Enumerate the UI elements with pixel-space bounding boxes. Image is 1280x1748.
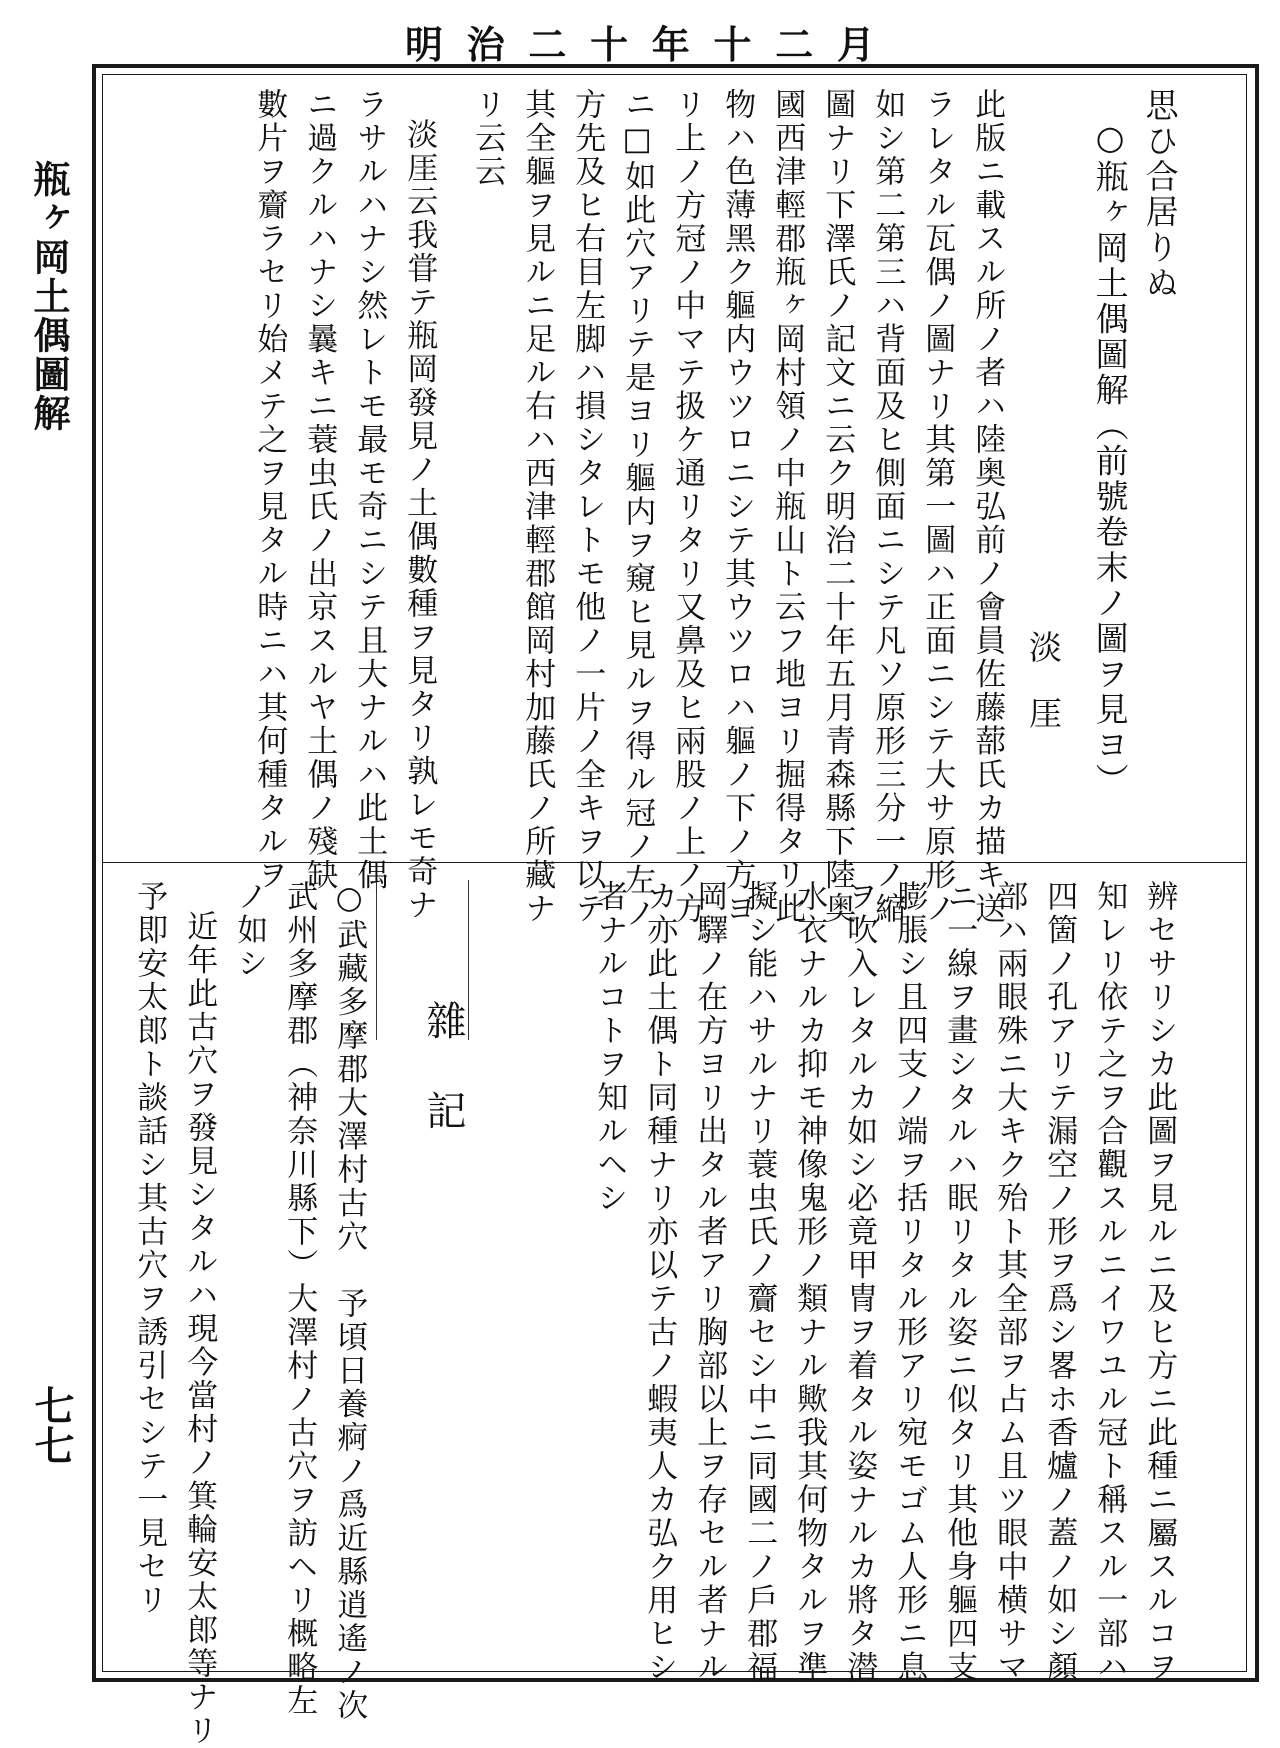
- author-name: 淡 厓: [1024, 630, 1063, 729]
- section-title: 雜記: [420, 1000, 466, 1180]
- text-column: ノ如シ: [231, 880, 268, 981]
- text-column: 思ひ合居りぬ: [1140, 88, 1180, 301]
- header-char: 十: [590, 22, 629, 67]
- text-column: 者ナルコトヲ知ルヘシ: [591, 880, 628, 1215]
- text-column: 如シ第二第三ハ背面及ヒ側面ニシテ凡ソ原形三分一ノ縮: [869, 88, 906, 926]
- text-column: 部ハ兩眼殊ニ大キク殆ト其全部ヲ占ム且ツ眼中横サマ: [991, 880, 1028, 1684]
- text-column: 方先及ヒ右目左脚ハ損シタレトモ他ノ一片ノ全キヲ以テ: [569, 88, 606, 926]
- header-char: 二: [775, 22, 814, 67]
- text-column: 膨脹シ且四支ノ端ヲ括リタル形アリ宛モゴム人形ニ息: [891, 880, 928, 1684]
- text-column: ニ□如此穴アリテ是ヨリ軀内ヲ窺ヒ見ルヲ得ル冠ノ左ノ: [619, 88, 656, 931]
- text-column: 物ハ色薄黑ク軀内ウツロニシテ其ウツロハ軀ノ下ノ方ヨ: [719, 88, 756, 926]
- text-column: 岡驛ノ在方ヨリ出タル者アリ胸部以上ヲ存セル者ナル: [691, 880, 728, 1684]
- text-column: 其全軀ヲ見ルニ足ル右ハ西津輕郡館岡村加藤氏ノ所藏ナ: [519, 88, 556, 926]
- text-column: カ亦此土偶ト同種ナリ亦以テ古ノ蝦夷人カ弘ク用ヒシ: [641, 880, 678, 1684]
- text-column: 武州多摩郡（神奈川縣下）大澤村ノ古穴ヲ訪ヘリ概略左: [281, 880, 318, 1718]
- text-column: 四箇ノ孔アリテ漏空ノ形ヲ爲シ畧ホ香爐ノ蓋ノ如シ顏: [1041, 880, 1078, 1684]
- text-column: 水衣ナルカ抑モ神像鬼形ノ類ナル歟我其何物タルヲ準: [791, 880, 828, 1684]
- page-number: 七七: [28, 1385, 75, 1465]
- text-column: 圖ナリ下澤氏ノ記文ニ云ク明治二十年五月青森縣下陸奥: [819, 88, 856, 926]
- text-column: 知レリ依テ之ヲ合觀スルニイワユル冠ト稱スル一部ハ: [1091, 880, 1128, 1684]
- article-heading: ○瓶ヶ岡土偶圖解（前號卷末ノ圖ヲ見ヨ）: [1090, 118, 1130, 799]
- header-char: 月: [836, 22, 875, 67]
- text-column: 辨セサリシカ此圖ヲ見ルニ及ヒ方ニ此種ニ屬スルコヲ: [1141, 880, 1178, 1684]
- running-title: 瓶ヶ岡土偶圖解: [27, 160, 71, 433]
- text-column: ○武藏多摩郡大澤村古穴 予頃日養痾ノ爲近縣逍遙ノ次: [331, 880, 368, 1723]
- text-column: ヲ吹入レタルカ如シ必竟甲冑ヲ着タル姿ナルカ將タ潜: [841, 880, 878, 1684]
- text-column: ラレタル瓦偶ノ圖ナリ其第一圖ハ正面ニシテ大サ原形ノ: [919, 88, 956, 926]
- header-char: 十: [713, 22, 752, 67]
- header-char: 年: [651, 22, 690, 67]
- text-column: ニ過クルハナシ曩キニ蓑虫氏ノ出京スルヤ土偶ノ殘缺: [301, 88, 338, 892]
- text-column: 國西津輕郡瓶ヶ岡村領ノ中瓶山ト云フ地ヨリ掘得タリ此: [769, 88, 806, 926]
- text-column: ニ一線ヲ畫シタルハ眠リタル姿ニ似タリ其他身軀四支: [941, 880, 978, 1684]
- text-column: 近年此古穴ヲ發見シタルハ現今當村ノ箕輪安太郎等ナリ: [181, 910, 218, 1748]
- text-column: 淡厓云我甞テ瓶岡發見ノ土偶數種ヲ見タリ孰レモ奇ナ: [401, 118, 438, 922]
- header-char: 明: [404, 22, 443, 67]
- text-column: リ云云: [469, 88, 506, 189]
- header-char: 治: [466, 22, 505, 67]
- text-column: 數片ヲ齎ラセリ始メテ之ヲ見タル時ニハ其何種タルヲ: [251, 88, 288, 892]
- text-column: リ上ノ方冠ノ中マテ扱ケ通リタリ又鼻及ヒ兩股ノ上ノ方: [669, 88, 706, 926]
- text-column: ラサルハナシ然レトモ最モ奇ニシテ且大ナルハ此土偶: [351, 88, 388, 892]
- text-column: 擬シ能ハサルナリ蓑虫氏ノ齎セシ中ニ同國二ノ戶郡福: [741, 880, 778, 1684]
- section-rule: [376, 880, 377, 1040]
- header-char: 二: [528, 22, 567, 67]
- text-column: 此版ニ載スル所ノ者ハ陸奥弘前ノ會員佐藤蔀氏カ描キ送: [969, 88, 1006, 926]
- header-date: [400, 14, 880, 69]
- text-column: 予即安太郎ト談話シ其古穴ヲ誘引セシテ一見セリ: [131, 880, 168, 1617]
